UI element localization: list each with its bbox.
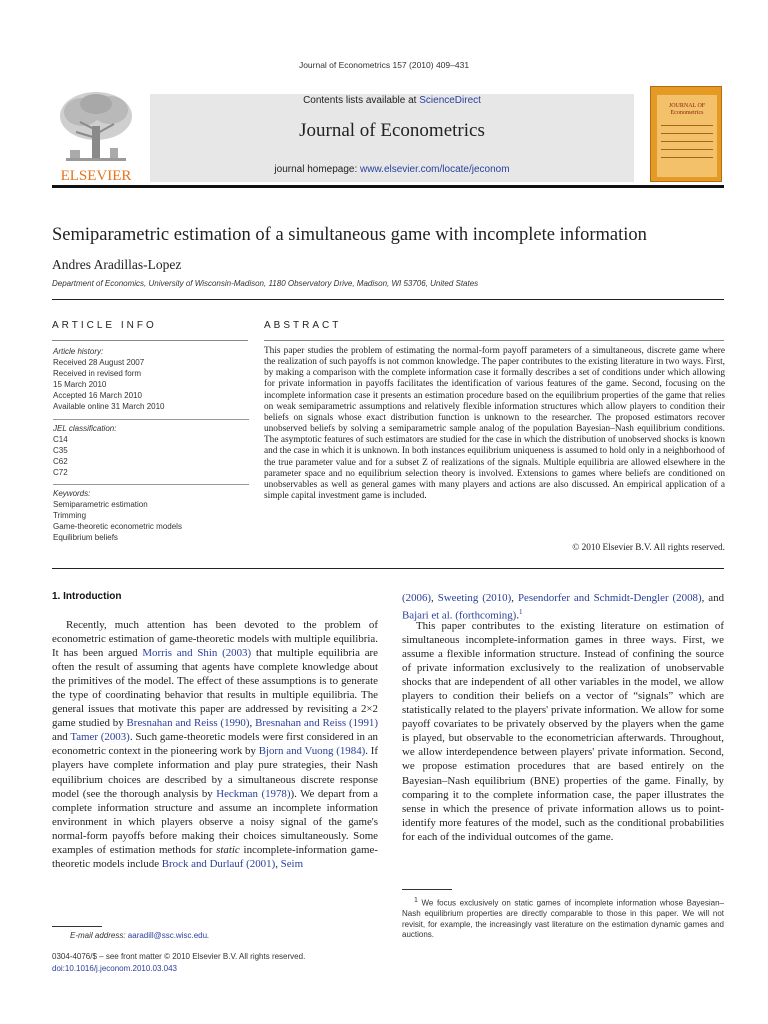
ref-morris-shin[interactable]: Morris and Shin (2003) bbox=[142, 647, 252, 660]
jel-classification bbox=[53, 419, 249, 478]
cover-title: JOURNAL OF Econometrics bbox=[668, 103, 706, 116]
journal-cover-thumbnail[interactable] bbox=[650, 86, 722, 182]
footnote-rule bbox=[402, 889, 452, 890]
section-heading: 1. Introduction bbox=[52, 591, 122, 602]
text-run: , bbox=[511, 592, 518, 604]
homepage-link[interactable]: www.elsevier.com/locate/jeconom bbox=[360, 164, 510, 175]
history-item: Received in revised form bbox=[53, 369, 142, 379]
cover-line bbox=[661, 125, 713, 126]
cover-line bbox=[661, 133, 713, 134]
jel-code: C72 bbox=[53, 467, 68, 477]
text-run: , and bbox=[701, 592, 725, 604]
emphasis: static bbox=[216, 843, 240, 856]
divider bbox=[52, 568, 724, 569]
email-link[interactable]: aaradill@ssc.wisc.edu bbox=[127, 931, 208, 940]
text-run: that multiple equilibria are often the result of assuming that agents have complete knowledge about the primitives of the model. The effect of these assumptions is to generate the type of coordinating behavior that results in multiple equilibria. The general issues that motivate this paper are addressed by revisiting a 2×2 game studied by bbox=[52, 647, 378, 730]
ref-bresnahan-reiss-1991[interactable]: Bresnahan and Reiss (1991) bbox=[255, 717, 379, 730]
ref-heckman[interactable]: Heckman (1978) bbox=[216, 787, 291, 800]
history-item: 15 March 2010 bbox=[53, 380, 107, 390]
footnote-number: 1 bbox=[414, 897, 418, 904]
footnote-text: We focus exclusively on static games of incomplete information whose Bayesian–Nash equilibrium properties are directly comparable to those in this paper. We will not revisit, for example, the increasingly vast literature on the estimation dynamic games and auctions. bbox=[402, 898, 724, 940]
history-item: Available online 31 March 2010 bbox=[53, 402, 165, 412]
body-paragraph: This paper contributes to the existing literature on estimation of simultaneous incomplete-information games in three ways. First, we assume a flexible information structure. Instead of confining the source of private information exclusively to the realization of unobservable shocks that are independent of all other variables in the model, we allow players to condition their beliefs on a vector of “signals” which are statistically related to the players' private information. We allow for some payoff covariates to be privately observed by the players when the game is played, but observable to the econometrician afterwards. Throughout, we allow interdependence between players' private information. Second, we propose estimation procedures that are based entirely on the Bayesian–Nash equilibrium (BNE) properties of the game. Finally, by comparing it to the complete information case, the paper illustrates the sense in which the presence of private information allows us to point-identify more features of the model, such as the conditional probabilities for each of the individual outcomes of the game. bbox=[402, 620, 724, 843]
cover-line bbox=[661, 157, 713, 158]
body-paragraph bbox=[52, 618, 378, 871]
abstract-text: This paper studies the problem of estimating the normal-form payoff parameters of a simultaneous, discrete game where the realization of such payoffs is not common knowledge. The paper contributes to the existing literature in two ways. First, by making a comparison with the complete information case it formally describes a set of conditions under which allowing for private information in payoffs facilitates the identification of various features of the game. Second, focusing on the incomplete information case it presents an estimation procedure based on the equilibrium properties of the game that relies on weak semiparametric assumptions and relatively flexible information structures which allow players to condition their beliefs on signals whose exact distribution function is unknown to the researcher. The proposed estimators recover unobserved beliefs by solving a semiparametric sample analog of the population Bayesian–Nash equilibrium conditions. The asymptotic features of such estimators are studied for the case in which the distribution of unobserved shocks is known and the case in which it is unknown. In both instances equilibrium uniqueness is assumed to hold only in a neighborhood of the true parameter value and for a subset Z of realizations of the signals. Multiple equilibria are allowed elsewhere in the parameter space and no equilibrium selection theory is involved. Extensions to games where beliefs are conditioned on unobservables as well as general games with many players and actions are also discussed. An empirical application of a simple capital investment game is included. bbox=[264, 346, 725, 502]
author-affiliation: Department of Economics, University of Wisconsin-Madison, 1180 Observatory Drive, Madison, WI 53706, United States bbox=[52, 279, 479, 288]
keyword: Equilibrium beliefs bbox=[53, 533, 118, 543]
journal-homepage bbox=[150, 164, 634, 175]
jel-code: C62 bbox=[53, 456, 68, 466]
text-run: , bbox=[431, 592, 438, 604]
ref-seim-year[interactable]: (2006) bbox=[402, 592, 432, 604]
divider bbox=[52, 340, 248, 341]
history-label: Article history: bbox=[53, 347, 104, 356]
elsevier-tree-icon bbox=[52, 86, 140, 186]
history-item: Accepted 16 March 2010 bbox=[53, 391, 142, 401]
text-run: incomplete-information game-theoretic models include bbox=[52, 843, 378, 870]
ref-bresnahan-reiss-1990[interactable]: Bresnahan and Reiss (1990) bbox=[126, 717, 250, 730]
jel-code: C35 bbox=[53, 445, 68, 455]
footnote-rule bbox=[52, 926, 102, 927]
text-run: . Such game-theoretic models were first considered in an econometric context in the pioneering work by bbox=[52, 731, 378, 758]
front-matter: 0304-4076/$ – see front matter © 2010 Elsevier B.V. All rights reserved. bbox=[52, 952, 306, 961]
text-run: Recently, much attention has been devoted to the problem of econometric estimation of game-theoretic models with multiple equilibria. It has been argued bbox=[52, 619, 378, 660]
divider bbox=[264, 340, 724, 341]
keywords-label: Keywords: bbox=[53, 489, 91, 499]
ref-sweeting[interactable]: Sweeting (2010) bbox=[437, 592, 512, 604]
publisher-name: ELSEVIER bbox=[60, 168, 132, 184]
contents-available bbox=[150, 95, 634, 106]
jel-code: C14 bbox=[53, 434, 68, 444]
footnote bbox=[402, 896, 724, 941]
author-email bbox=[70, 931, 209, 940]
email-label: E-mail address: bbox=[70, 931, 128, 940]
text-run: . bbox=[207, 931, 210, 940]
keywords bbox=[53, 484, 249, 543]
jel-label: JEL classification: bbox=[53, 423, 117, 433]
journal-title: Journal of Econometrics bbox=[299, 120, 485, 141]
elsevier-logo[interactable] bbox=[52, 86, 140, 186]
ref-seim[interactable]: Seim bbox=[280, 857, 304, 870]
keyword: Game-theoretic econometric models bbox=[53, 522, 182, 532]
ref-bjorn-vuong[interactable]: Bjorn and Vuong (1984) bbox=[258, 745, 366, 758]
doi-link[interactable]: doi:10.1016/j.jeconom.2010.03.043 bbox=[52, 964, 177, 973]
text-run: ). We depart from a complete information structure and assume an incomplete information environment in which players observe a noisy signal of the game's normal-form payoffs before making their choices simultaneously. Some examples of estimation methods for bbox=[52, 787, 378, 856]
text-run: . If players have complete information and play pure strategies, their Nash equilibrium choices are described by a simultaneous discrete response model (see the thorough analysis by bbox=[52, 745, 378, 800]
sciencedirect-link[interactable]: ScienceDirect bbox=[419, 95, 481, 106]
text-run: , bbox=[275, 857, 281, 870]
history-item: Received 28 August 2007 bbox=[53, 358, 145, 368]
text-run: , bbox=[249, 717, 256, 730]
header-rule bbox=[52, 185, 724, 188]
article-info-heading: ARTICLE INFO bbox=[52, 320, 157, 331]
article-history bbox=[53, 346, 249, 413]
cover-line bbox=[661, 149, 713, 150]
ref-bajari[interactable]: Bajari et al. (forthcoming) bbox=[402, 609, 517, 622]
doi-line bbox=[52, 964, 177, 973]
journal-citation: Journal of Econometrics 157 (2010) 409–431 bbox=[298, 60, 470, 70]
contents-prefix: Contents lists available at bbox=[303, 95, 420, 106]
article-info bbox=[53, 346, 249, 544]
ref-tamer[interactable]: Tamer (2003) bbox=[70, 731, 130, 744]
keyword: Trimming bbox=[53, 511, 87, 521]
ref-pesendorfer[interactable]: Pesendorfer and Schmidt-Dengler (2008) bbox=[517, 592, 702, 604]
body-paragraph-continued: (2006), Sweeting (2010), Pesendorfer and Schmidt-Dengler (2008), and Bajari et al. (forthcoming).$^1$ bbox=[402, 592, 725, 622]
keyword: Semiparametric estimation bbox=[53, 500, 148, 510]
paper-title: Semiparametric estimation of a simultaneous game with incomplete information bbox=[52, 225, 647, 245]
abstract-heading: ABSTRACT bbox=[264, 320, 342, 331]
footnote-marker[interactable]: 1 bbox=[519, 608, 523, 617]
ref-brock-durlauf[interactable]: Brock and Durlauf (2001) bbox=[161, 857, 276, 870]
text-run: and bbox=[52, 731, 71, 744]
author-name: Andres Aradillas-Lopez bbox=[52, 257, 182, 272]
copyright: © 2010 Elsevier B.V. All rights reserved. bbox=[572, 543, 725, 553]
cover-line bbox=[661, 141, 713, 142]
homepage-prefix: journal homepage: bbox=[274, 164, 361, 175]
divider bbox=[52, 299, 724, 300]
